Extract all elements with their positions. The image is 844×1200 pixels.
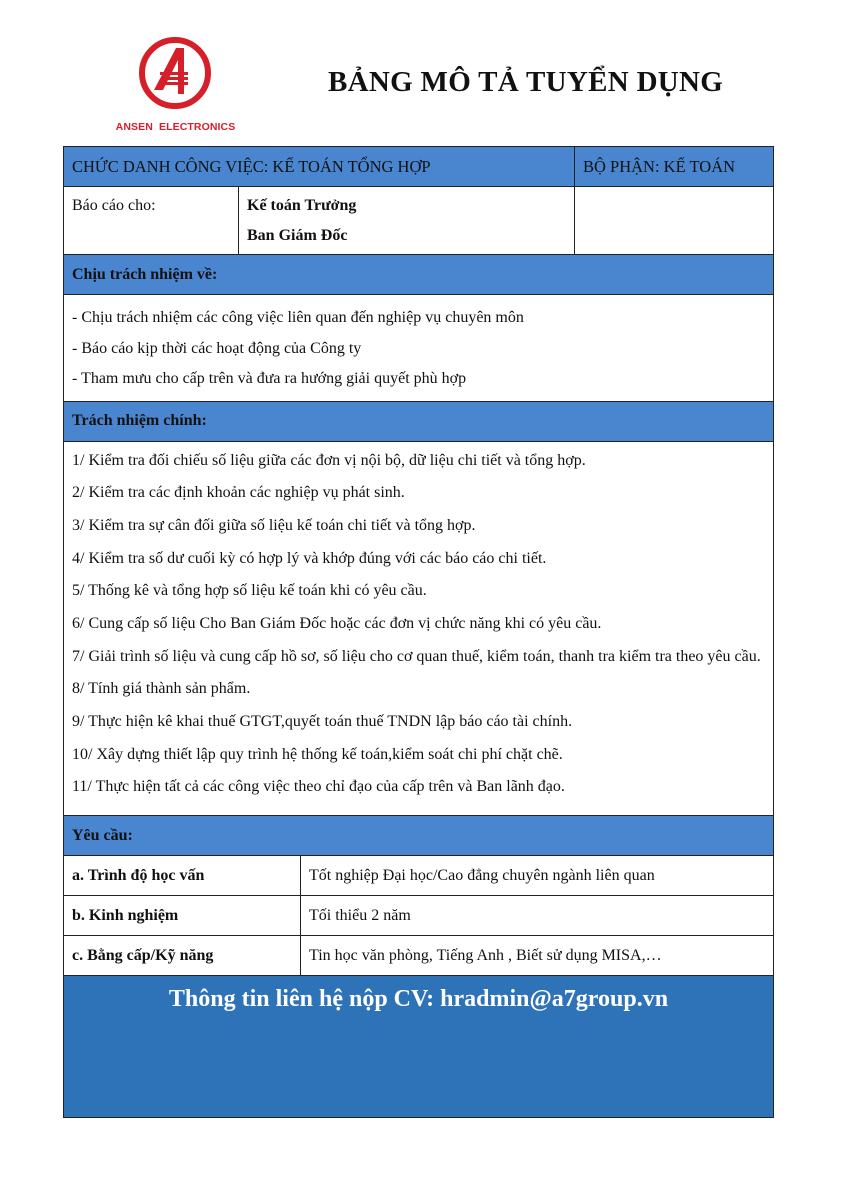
requirement-label: b. Kinh nghiệm [72,906,179,924]
requirement-value: Tối thiểu 2 năm [300,896,773,935]
logo-text: ANSEN ELECTRONICS [115,121,236,133]
list-item: - Tham mưu cho cấp trên và đưa ra hướng giải quyết phù hợp [72,370,467,387]
ansen-logo-icon [138,36,212,114]
requirement-label: a. Trình độ học vấn [72,866,205,884]
header-row [64,147,773,187]
requirement-label: c. Bằng cấp/Kỹ năng [72,946,214,964]
position-title: CHỨC DANH CÔNG VIỆC: KẾ TOÁN TỔNG HỢP [72,156,431,176]
list-item: 1/ Kiểm tra đối chiếu số liệu giữa các đơn vị nội bộ, dữ liệu chi tiết và tổng hợp. [72,451,586,469]
contact-info: Thông tin liên hệ nộp CV: hradmin@a7group.vn [168,986,669,1013]
list-item: 3/ Kiểm tra sự cân đối giữa số liệu kế toán chi tiết và tổng hợp. [72,516,476,534]
job-description-table [63,146,774,1118]
duties-list [64,442,768,816]
list-item: 10/ Xây dựng thiết lập quy trình hệ thống kế toán,kiểm soát chi phí chặt chẽ. [72,745,563,763]
list-item: 4/ Kiểm tra số dư cuối kỳ có hợp lý và khớp đúng với các báo cáo chi tiết. [72,549,547,567]
responsibility-heading: Chịu trách nhiệm về: [72,265,218,283]
requirements-heading-row [64,816,773,856]
requirement-value: Tin học văn phòng, Tiếng Anh , Biết sử dụng MISA,… [300,936,773,975]
document-title: BẢNG MÔ TẢ TUYỂN DỤNG [328,66,724,98]
list-item: 11/ Thực hiện tất cả các công việc theo chỉ đạo của cấp trên và Ban lãnh đạo. [72,778,565,796]
responsibility-list-row [64,295,773,402]
list-item: 5/ Thống kê và tổng hợp số liệu kế toán khi có yêu cầu. [72,582,427,600]
requirement-row [64,856,773,896]
requirement-row [64,936,773,976]
duties-heading-row [64,402,773,442]
company-logo [108,36,243,140]
list-item: - Chịu trách nhiệm các công việc liên quan đến nghiệp vụ chuyên môn [72,309,524,326]
report-to-value: Ban Giám Đốc [247,227,348,244]
requirement-value: Tốt nghiệp Đại học/Cao đẳng chuyên ngành liên quan [300,856,773,895]
responsibility-list [64,295,532,401]
report-to-label: Báo cáo cho: [72,197,156,214]
report-to-value: Kế toán Trưởng [247,197,357,214]
list-item: 2/ Kiểm tra các định khoản các nghiệp vụ phát sinh. [72,484,405,502]
list-item: 8/ Tính giá thành sản phẩm. [72,680,251,698]
list-item: 7/ Giải trình số liệu và cung cấp hồ sơ, số liệu cho cơ quan thuế, kiểm toán, thanh tra kiểm tra theo yêu cầu. [72,647,761,665]
report-to-empty [574,187,773,254]
duties-list-row [64,442,773,817]
report-to-values [238,187,574,254]
list-item: - Báo cáo kịp thời các hoạt động của Công ty [72,339,362,357]
list-item: 6/ Cung cấp số liệu Cho Ban Giám Đốc hoặc các đơn vị chức năng khi có yêu cầu. [72,614,602,632]
requirement-row [64,896,773,936]
list-item: 9/ Thực hiện kê khai thuế GTGT,quyết toán thuế TNDN lập báo cáo tài chính. [72,713,573,730]
report-to-row [64,187,773,255]
department: BỘ PHẬN: KẾ TOÁN [574,147,773,186]
responsibility-heading-row [64,255,773,295]
requirements-heading: Yêu cầu: [72,826,133,844]
contact-row [64,976,773,1117]
duties-heading: Trách nhiệm chính: [72,412,207,429]
